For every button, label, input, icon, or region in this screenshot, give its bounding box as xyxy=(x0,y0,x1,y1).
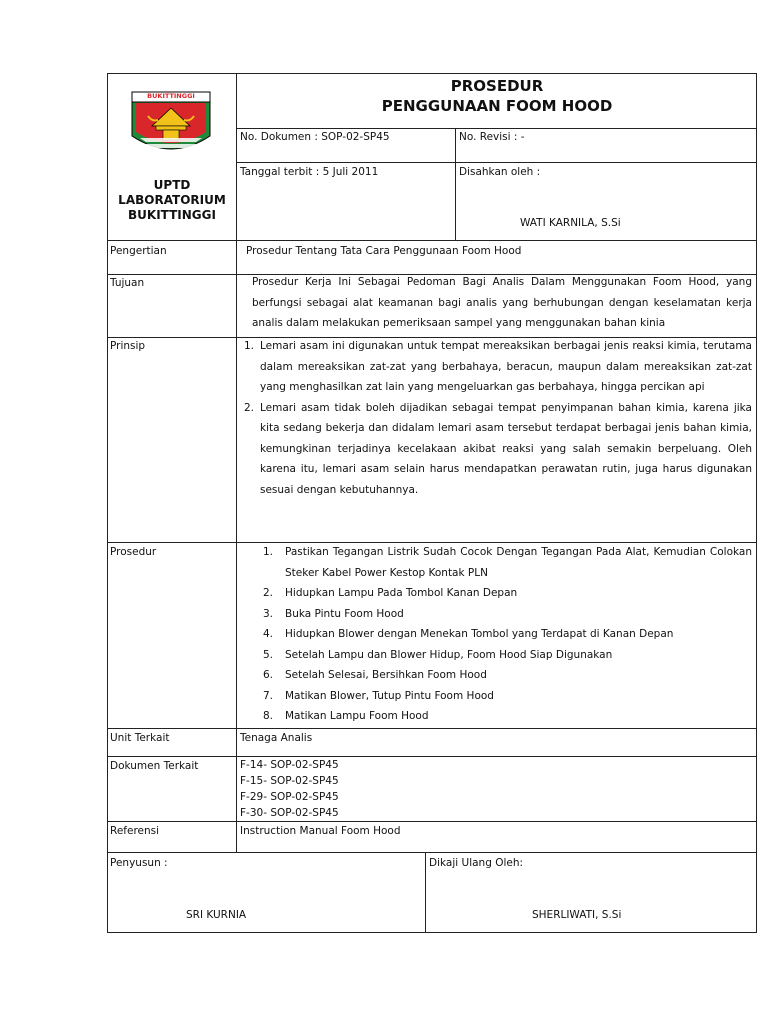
column-divider xyxy=(236,73,237,852)
logo-text: BUKITTINGGI xyxy=(147,92,195,100)
prosedur-list xyxy=(263,542,752,727)
unit-terkait-text: Tenaga Analis xyxy=(240,732,313,744)
prosedur-step: 6. Setelah Selesai, Bersihkan Foom Hood xyxy=(263,669,487,681)
related-document: F-15- SOP-02-SP45 xyxy=(240,775,339,787)
referensi-label: Referensi xyxy=(110,825,160,837)
revision-number: No. Revisi : - xyxy=(459,131,525,143)
org-name-line1: UPTD xyxy=(153,178,191,192)
prosedur-step: 8. Matikan Lampu Foom Hood xyxy=(263,710,429,722)
prosedur-label: Prosedur xyxy=(110,546,157,558)
related-document: F-30- SOP-02-SP45 xyxy=(240,807,339,819)
border-top xyxy=(107,73,757,74)
prinsip-list xyxy=(244,336,752,500)
issue-date: Tanggal terbit : 5 Juli 2011 xyxy=(240,166,379,178)
related-document: F-14- SOP-02-SP45 xyxy=(240,759,339,771)
dokumen-terkait-label: Dokumen Terkait xyxy=(110,760,199,772)
document-title: PROSEDUR xyxy=(450,77,544,95)
approved-by-label: Disahkan oleh : xyxy=(459,166,541,178)
tujuan-text: Prosedur Kerja Ini Sebagai Pedoman Bagi Analis Dalam Menggunakan Foom Hood, yang berfungsi sebagai alat keamanan bagi analis yang berhubungan dengan keselamatan kerja analis dalam melakukan pemeriksaan sampel yang menggunakan bahan kinia xyxy=(252,276,752,329)
prosedur-step: 7. Matikan Blower, Tutup Pintu Foom Hood xyxy=(263,689,494,702)
document-number: No. Dokumen : SOP-02-SP45 xyxy=(240,131,390,143)
document-subtitle: PENGGUNAAN FOOM HOOD xyxy=(381,97,613,115)
prinsip-item: 2. Lemari asam tidak boleh dijadikan sebagai tempat penyimpanan bahan kimia, karena jika kita sedang bekerja dan didalam lemari asam tersebut terdapat berbagai jenis bahan kimia, kemungkinan terjadinya kecelakaan akibat reaksi yang salah semakin berpeluang. Oleh karena itu, lemari asam selain harus mendapatkan perawatan rutin, juga harus digunakan sesuai dengan kebutuhannya. xyxy=(244,401,752,496)
dikaji-label: Dikaji Ulang Oleh: xyxy=(429,857,524,869)
border-right xyxy=(756,73,757,933)
unit-terkait-label: Unit Terkait xyxy=(110,732,170,744)
prosedur-step: 1. Pastikan Tegangan Listrik Sudah Cocok Dengan Tegangan Pada Alat, Kemudian Colokan Steker Kabel Power Kestop Kontak PLN xyxy=(263,546,752,579)
org-name-line3: BUKITTINGGI xyxy=(128,208,216,222)
prosedur-step: 5. Setelah Lampu dan Blower Hidup, Foom Hood Siap Digunakan xyxy=(263,648,613,661)
related-document: F-29- SOP-02-SP45 xyxy=(240,791,339,803)
penyusun-label: Penyusun : xyxy=(110,857,168,869)
prosedur-step: 2. Hidupkan Lampu Pada Tombol Kanan Depan xyxy=(263,587,518,599)
prosedur-step: 4. Hidupkan Blower dengan Menekan Tombol yang Terdapat di Kanan Depan xyxy=(263,628,674,640)
dikaji-name: SHERLIWATI, S.Si xyxy=(532,909,622,921)
prosedur-step: 3. Buka Pintu Foom Hood xyxy=(263,607,404,620)
tujuan-label: Tujuan xyxy=(110,277,145,289)
prinsip-label: Prinsip xyxy=(110,340,146,352)
pengertian-label: Pengertian xyxy=(110,245,167,257)
penyusun-name: SRI KURNIA xyxy=(186,909,247,921)
city-emblem-logo xyxy=(130,90,212,160)
border-bottom xyxy=(107,932,757,933)
pengertian-text: Prosedur Tentang Tata Cara Penggunaan Foom Hood xyxy=(246,245,522,257)
org-name-line2: LABORATORIUM xyxy=(118,193,226,207)
approver-name: WATI KARNILA, S.Si xyxy=(520,217,621,229)
prinsip-item: 1. Lemari asam ini digunakan untuk tempat mereaksikan berbagai jenis reaksi kimia, terutama dalam mereaksikan zat-zat yang berbahaya, beracun, maupun dalam mereaksikan zat-zat yang menghasilkan zat lain yang mengeluarkan gas berbahaya, hingga percikan api xyxy=(244,340,752,393)
referensi-text: Instruction Manual Foom Hood xyxy=(240,825,401,837)
